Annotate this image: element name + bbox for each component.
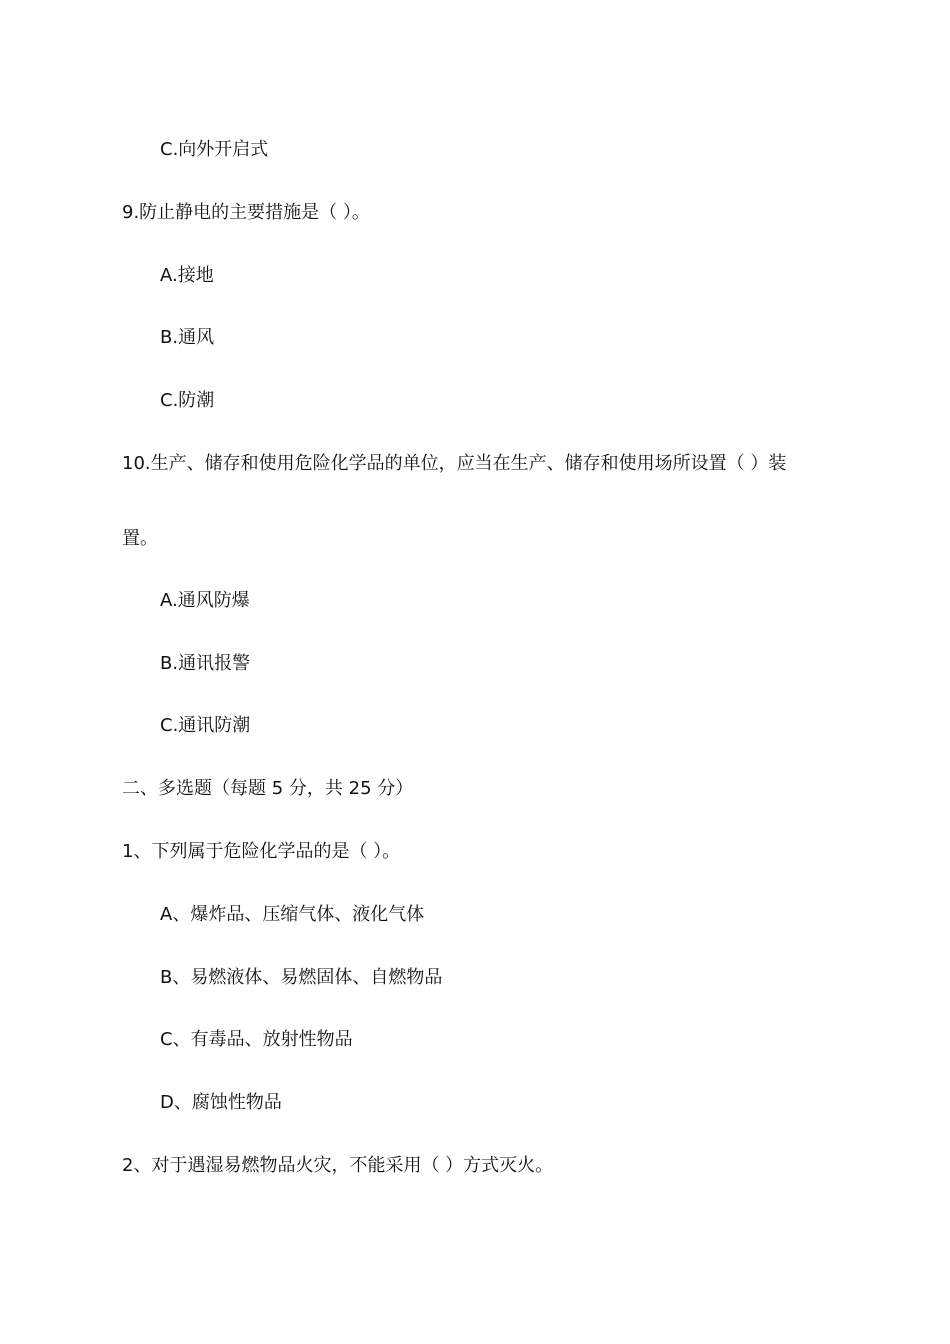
q10-option-c: C.通讯防潮	[160, 715, 251, 736]
mq2-question: 2、对于遇湿易燃物品火灾，不能采用（ ）方式灭火。	[122, 1155, 554, 1176]
q9-option-b: B.通风	[160, 327, 215, 348]
mq1-question: 1、下列属于危险化学品的是（ ）。	[122, 841, 401, 862]
q10-option-a: A.通风防爆	[160, 590, 250, 611]
q9-option-c: C.防潮	[160, 390, 215, 411]
q10-question-part2: 置。	[122, 528, 158, 549]
q9-question: 9.防止静电的主要措施是（ ）。	[122, 202, 370, 223]
mq1-option-c: C、有毒品、放射性物品	[160, 1029, 353, 1050]
q8-option-c: C.向外开启式	[160, 139, 269, 160]
mq1-option-b: B、易燃液体、易燃固体、自燃物品	[160, 967, 443, 988]
mq1-option-a: A、爆炸品、压缩气体、液化气体	[160, 904, 425, 925]
q10-question-part1: 10.生产、储存和使用危险化学品的单位，应当在生产、储存和使用场所设置（ ）装	[122, 453, 787, 474]
q10-option-b: B.通讯报警	[160, 653, 251, 674]
section-two-heading: 二、多选题（每题 5 分，共 25 分）	[122, 778, 414, 799]
mq1-option-d: D、腐蚀性物品	[160, 1092, 282, 1113]
q9-option-a: A.接地	[160, 265, 214, 286]
